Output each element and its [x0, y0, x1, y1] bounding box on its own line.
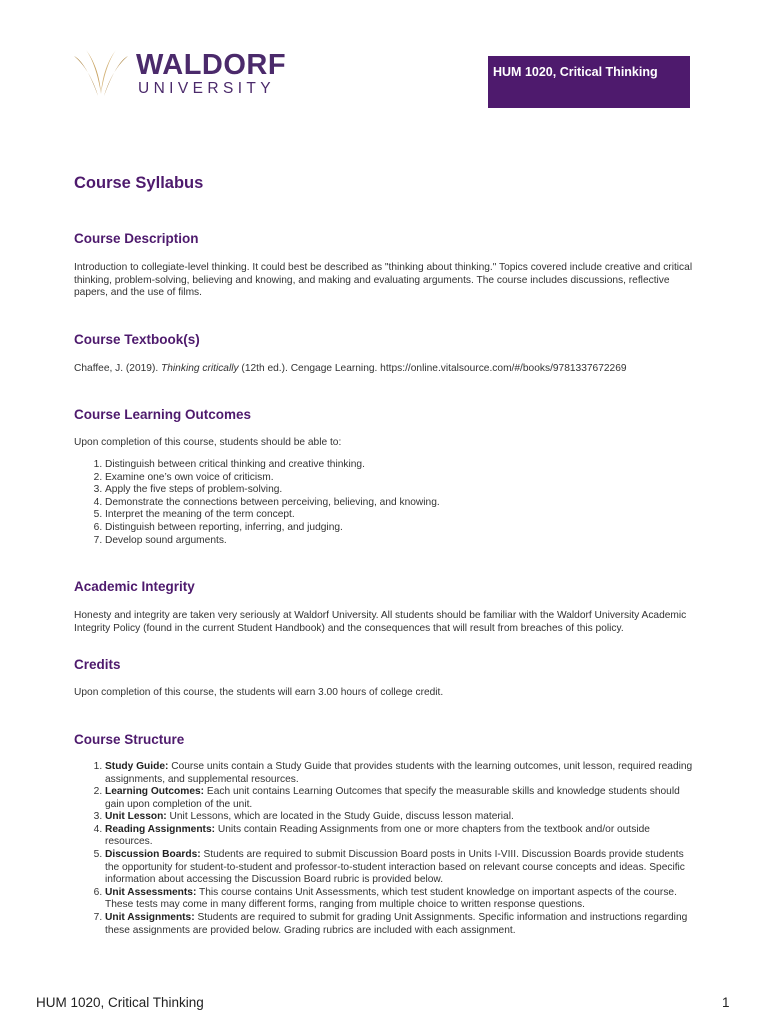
list-item: 5. Interpret the meaning of the term concept.: [105, 509, 694, 522]
item-text: Course units contain a Study Guide that provides students with the learning outcomes, unit lesson, required reading assignments, and supplemental resources.: [105, 760, 693, 785]
list-item: [105, 849, 694, 887]
item-text: Unit Lessons, which are located in the Study Guide, discuss lesson material.: [166, 811, 514, 823]
section-heading-structure: Course Structure: [74, 731, 185, 747]
item-text: This course contains Unit Assessments, which test student knowledge on important aspects of the course. These tests may come in many different forms, ranging from multiple choice to written response questions.: [105, 886, 677, 911]
list-item: [105, 786, 694, 811]
list-item: 4. Demonstrate the connections between perceiving, believing, and knowing.: [105, 497, 694, 510]
logo-wordmark-bottom: UNIVERSITY: [138, 80, 276, 97]
list-item: [105, 824, 694, 849]
page-title: Course Syllabus: [74, 174, 204, 192]
list-item: [105, 761, 694, 786]
course-label: HUM 1020, Critical Thinking: [493, 65, 658, 79]
section-heading-credits: Credits: [74, 657, 121, 673]
item-term: Reading Assignments:: [105, 823, 216, 835]
logo-wordmark-top: WALDORF: [136, 49, 287, 81]
list-item: [105, 887, 694, 912]
item-term: Unit Assessments:: [105, 886, 197, 898]
section-heading-textbook: Course Textbook(s): [74, 331, 200, 347]
list-item: 3. Apply the five steps of problem-solving.: [105, 484, 694, 497]
citation-author: Chaffee, J. (2019).: [74, 362, 162, 374]
item-term: Unit Lesson:: [105, 811, 167, 823]
outcomes-intro: Upon completion of this course, students should be able to:: [74, 437, 342, 449]
syllabus-content: [74, 170, 694, 937]
outcomes-list: [74, 459, 694, 547]
waldorf-emblem-icon: [72, 44, 132, 100]
university-logo: [72, 44, 302, 100]
section-heading-integrity: Academic Integrity: [74, 579, 195, 595]
item-term: Unit Assignments:: [105, 912, 195, 924]
textbook-citation: [74, 363, 694, 376]
section-heading-outcomes: Course Learning Outcomes: [74, 407, 252, 423]
course-label-box: [488, 56, 690, 108]
item-term: Study Guide:: [105, 760, 169, 772]
list-item: [105, 811, 694, 824]
item-text: Students are required to submit Discussion Board posts in Units I-VIII. Discussion Boards provide students the opportunity for student-to-student and professor-to-student interaction based on relevant course concepts and ideas. Specific information about accessing the Discussion Board rubric is provided below.: [105, 849, 685, 886]
list-item: 2. Examine one’s own voice of criticism.: [105, 472, 694, 485]
item-text: Units contain Reading Assignments from one or more chapters from the textbook and/or outside resources.: [105, 823, 650, 848]
page-number: 1: [722, 995, 730, 1010]
citation-details: (12th ed.). Cengage Learning. https://online.vitalsource.com/#/books/9781337672269: [238, 362, 627, 374]
structure-list: [74, 761, 694, 937]
item-text: Students are required to submit for grading Unit Assignments. Specific information and instructions regarding these assignments are provided below. Grading rubrics are included with each assignment.: [105, 912, 688, 936]
list-item: [105, 912, 694, 937]
footer-course-label: HUM 1020, Critical Thinking: [36, 995, 204, 1010]
description-text: Introduction to collegiate-level thinking. It could best be described as "thinking about thinking." Topics covered include creative and critical thinking, problem-solving, believing and knowing, and making and evaluating arguments. The course includes discussions, reflective papers, and the use of films.: [74, 262, 693, 299]
list-item: 1. Distinguish between critical thinking and creative thinking.: [105, 459, 694, 472]
list-item: 6. Distinguish between reporting, inferring, and judging.: [105, 522, 694, 535]
section-heading-description: Course Description: [74, 231, 199, 246]
item-text: Each unit contains Learning Outcomes that specify the measurable skills and knowledge students should gain upon completion of the unit.: [105, 786, 680, 810]
integrity-text: Honesty and integrity are taken very seriously at Waldorf University. All students should be familiar with the Waldorf University Academic Integrity Policy (found in the current Student Handbook) and the consequences that will result from breaches of this policy.: [74, 610, 687, 634]
item-term: Learning Outcomes:: [105, 786, 205, 798]
list-item: 7. Develop sound arguments.: [105, 535, 694, 548]
citation-title: Thinking critically: [161, 362, 239, 374]
credits-text: Upon completion of this course, the students will earn 3.00 hours of college credit.: [74, 687, 444, 699]
item-term: Discussion Boards:: [105, 849, 201, 861]
